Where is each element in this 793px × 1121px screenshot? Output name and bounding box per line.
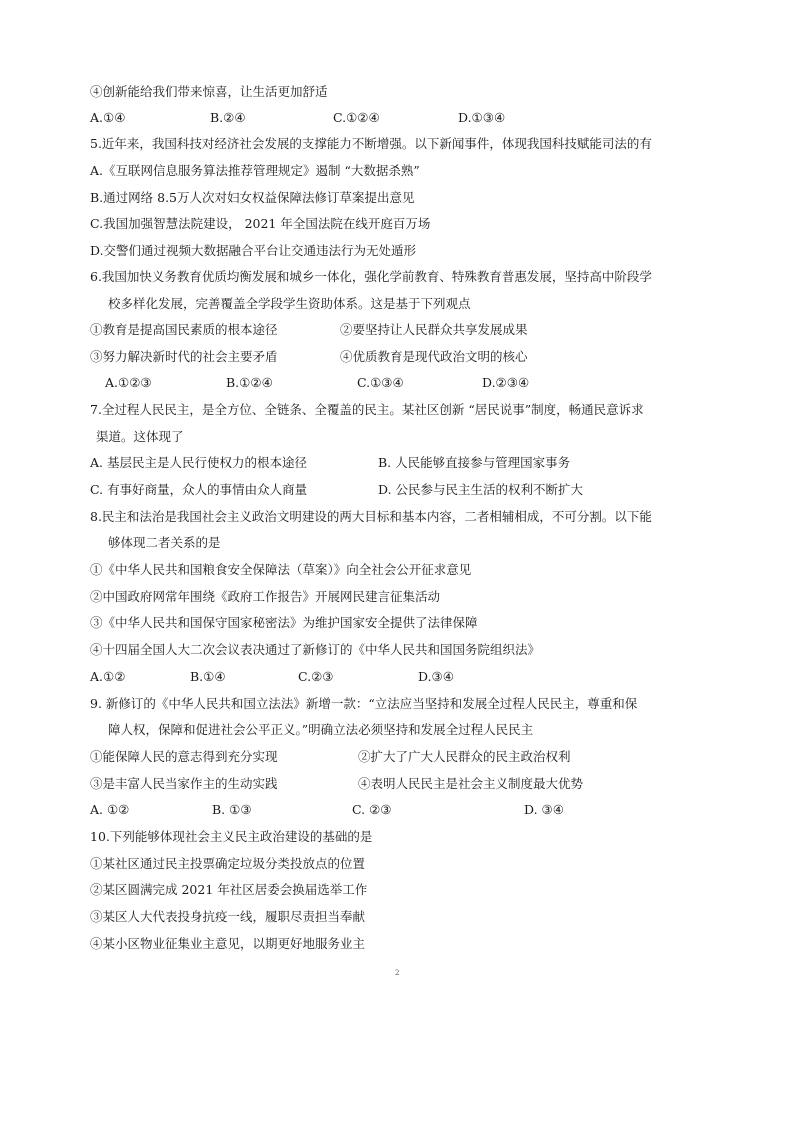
q4-item-4: ④创新能给我们带来惊喜，让生活更加舒适	[90, 84, 328, 99]
q8-item-2: ②中国政府网常年围绕《政府工作报告》开展网民建言征集活动	[90, 589, 441, 604]
q6-item-3: ③努力解决新时代的社会主要矛盾	[90, 349, 278, 364]
q9-item-1: ①能保障人民的意志得到充分实现	[90, 749, 278, 764]
q8-option-b: B.①④	[190, 669, 226, 684]
q6-item-1: ①教育是提高国民素质的根本途径	[90, 322, 278, 337]
q8-item-4: ④十四届全国人大二次会议表决通过了新修订的《中华人民共和国国务院组织法》	[90, 642, 541, 657]
q5-stem: 5.近年来，我国科技对经济社会发展的支撑能力不断增强。以下新闻事件，体现我国科技赋能司法的有	[90, 136, 652, 151]
q10-item-2: ②某区圆满完成 2021 年社区居委会换届选举工作	[90, 882, 368, 897]
q6-option-c: C.①③④	[357, 375, 404, 390]
q10-item-1: ①某社区通过民主投票确定垃圾分类投放点的位置	[90, 856, 366, 871]
q6-option-b: B.①②④	[226, 375, 273, 390]
q9-option-d: D. ③④	[524, 802, 564, 817]
q6-item-2: ②要坚持让人民群众共享发展成果	[340, 322, 528, 337]
q7-option-c: C. 有事好商量，众人的事情由众人商量	[90, 482, 308, 497]
q10-stem: 10.下列能够体现社会主义民主政治建设的基础的是	[90, 829, 373, 844]
page-number: 2	[395, 969, 400, 977]
q7-option-b: B. 人民能够直接参与管理国家事务	[378, 455, 571, 470]
q4-option-d: D.①③④	[458, 110, 506, 125]
q4-option-c: C.①②④	[333, 110, 380, 125]
q9-item-3: ③是丰富人民当家作主的生动实践	[90, 776, 278, 791]
q8-option-d: D.③④	[418, 669, 454, 684]
q9-option-a: A. ①②	[90, 802, 130, 817]
q7-stem-line-2: 渠道。这体现了	[96, 429, 184, 444]
q6-option-a: A.①②③	[105, 375, 152, 390]
q9-item-2: ②扩大了广大人民群众的民主政治权利	[358, 749, 571, 764]
q8-item-1: ①《中华人民共和国粮食安全保障法（草案）》向全社会公开征求意见	[90, 562, 472, 577]
q5-option-d: D.交警们通过视频大数据融合平台让交通违法行为无处遁形	[90, 243, 417, 258]
q7-option-d: D. 公民参与民主生活的权利不断扩大	[378, 482, 584, 497]
q4-option-b: B.②④	[210, 110, 246, 125]
q9-item-4: ④表明人民民主是社会主义制度最大优势	[358, 776, 584, 791]
q8-option-a: A.①②	[90, 669, 126, 684]
q7-stem-line-1: 7.全过程人民民主，是全方位、全链条、全覆盖的民主。某社区创新 “居民说事”制度，畅通民意诉求	[90, 402, 644, 417]
q8-option-c: C.②③	[298, 669, 334, 684]
q5-option-c: C.我国加强智慧法院建设， 2021 年全国法院在线开庭百万场	[90, 216, 431, 231]
q6-stem-line-2: 校多样化发展，完善覆盖全学段学生资助体系。这是基于下列观点	[108, 296, 471, 311]
q6-item-4: ④优质教育是现代政治文明的核心	[340, 349, 528, 364]
q9-stem-line-2: 障人权，保障和促进社会公平正义。”明确立法必须坚持和发展全过程人民民主	[108, 722, 534, 737]
q4-option-a: A.①④	[90, 110, 126, 125]
q9-option-b: B. ①③	[212, 802, 252, 817]
q10-item-4: ④某小区物业征集业主意见，以期更好地服务业主	[90, 936, 366, 951]
q8-stem-line-2: 够体现二者关系的是	[108, 535, 221, 550]
q5-option-a: A.《互联网信息服务算法推荐管理规定》遏制 “大数据杀熟”	[90, 163, 420, 178]
q6-stem-line-1: 6.我国加快义务教育优质均衡发展和城乡一体化，强化学前教育、特殊教育普惠发展，坚持高中阶段学	[90, 269, 652, 284]
q5-option-b: B.通过网络 8.5万人次对妇女权益保障法修订草案提出意见	[90, 190, 415, 205]
q8-item-3: ③《中华人民共和国保守国家秘密法》为维护国家安全提供了法律保障	[90, 615, 478, 630]
q8-stem-line-1: 8.民主和法治是我国社会主义政治文明建设的两大目标和基本内容，二者相辅相成，不可分割。以下能	[90, 509, 652, 524]
q9-option-c: C. ②③	[352, 802, 392, 817]
q10-item-3: ③某区人大代表投身抗疫一线，履职尽责担当奉献	[90, 909, 366, 924]
q9-stem-line-1: 9. 新修订的《中华人民共和国立法法》新增一款：“立法应当坚持和发展全过程人民民主，尊重和保	[90, 696, 638, 711]
q6-option-d: D.②③④	[482, 375, 530, 390]
q7-option-a: A. 基层民主是人民行使权力的根本途径	[90, 455, 307, 470]
